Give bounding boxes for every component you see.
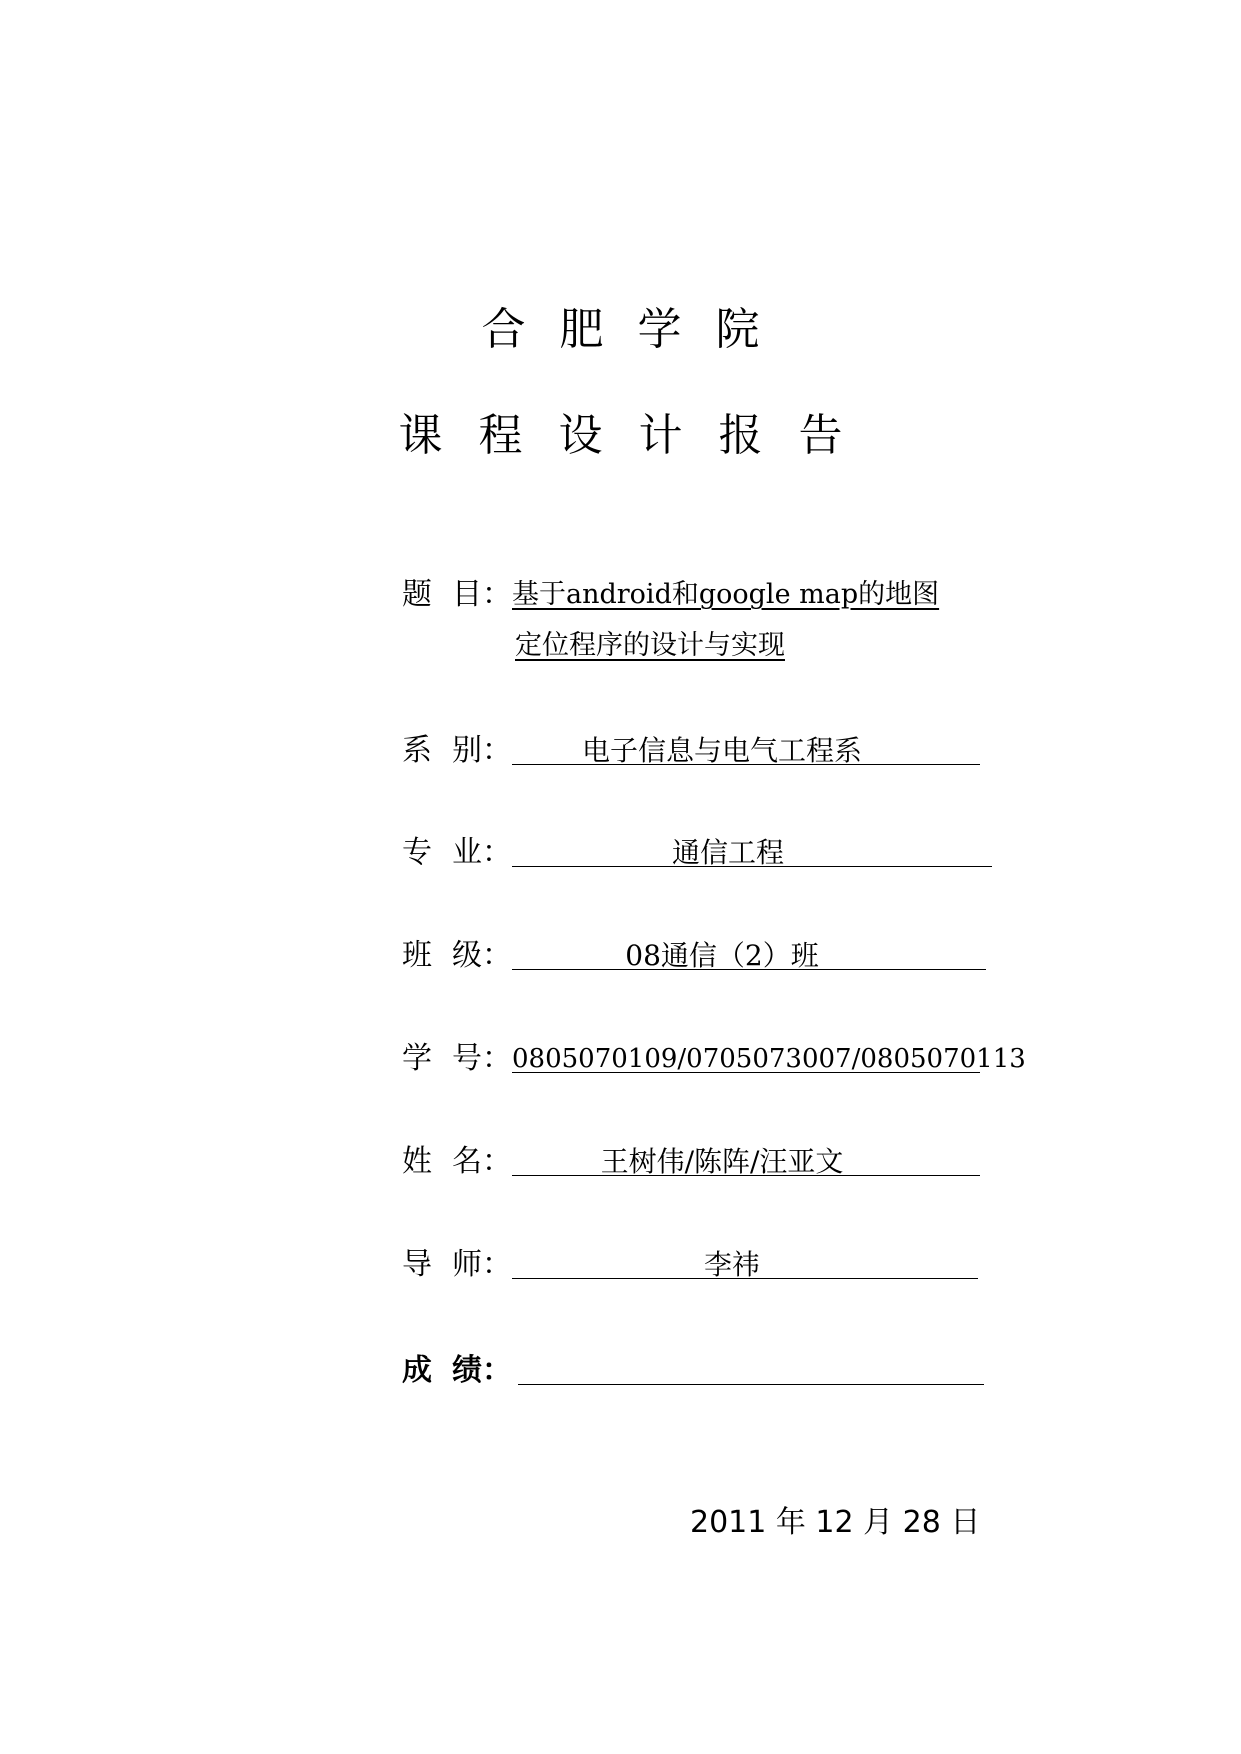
subject-value-line-1: 基于android和google map的地图 — [512, 579, 940, 610]
class-underline — [512, 969, 986, 970]
grade-label — [402, 1351, 512, 1391]
student-id-underline — [512, 1072, 980, 1073]
name-value: 王树伟/陈阵/汪亚文 — [600, 1145, 844, 1178]
department-label — [402, 731, 512, 771]
advisor-underline — [512, 1278, 978, 1279]
subject-label-char-1: 题 — [402, 577, 432, 612]
major-label-char-2: 业： — [452, 835, 512, 870]
student-id-label-char-2: 号： — [452, 1041, 512, 1076]
subject-value-line-2: 定位程序的设计与实现 — [515, 630, 785, 661]
grade-label-char-2: 绩： — [452, 1353, 512, 1388]
department-label-char-1: 系 — [402, 733, 432, 768]
school-title: 合肥学院 — [481, 304, 794, 355]
class-label — [402, 936, 512, 976]
class-label-char-1: 班 — [402, 938, 432, 973]
name-underline — [512, 1175, 980, 1176]
report-title: 课程设计报告 — [398, 410, 879, 461]
subject-label-char-2: 目： — [452, 577, 512, 612]
student-id-label — [402, 1039, 512, 1079]
department-underline — [512, 764, 980, 765]
advisor-label-char-2: 师： — [452, 1247, 512, 1282]
grade-label-char-1: 成 — [402, 1353, 432, 1388]
class-label-char-2: 级： — [452, 938, 512, 973]
major-label-char-1: 专 — [402, 835, 432, 870]
advisor-label — [402, 1245, 512, 1285]
major-value: 通信工程 — [671, 836, 784, 869]
report-date: 2011 年 12 月 28 日 — [690, 1505, 981, 1540]
student-id-label-char-1: 学 — [402, 1041, 432, 1076]
name-label-char-2: 名： — [452, 1144, 512, 1179]
grade-underline — [518, 1384, 984, 1385]
subject-label — [402, 575, 512, 615]
student-id-value: 0805070109/0705073007/0805070113 — [512, 1044, 1026, 1074]
major-label — [402, 833, 512, 873]
department-value: 电子信息与电气工程系 — [581, 734, 862, 767]
advisor-label-char-1: 导 — [402, 1247, 432, 1282]
department-label-char-2: 别： — [452, 733, 512, 768]
major-underline — [512, 866, 992, 867]
name-label — [402, 1142, 512, 1182]
class-value: 08通信（2）班 — [625, 939, 819, 972]
name-label-char-1: 姓 — [402, 1144, 432, 1179]
advisor-value: 李祎 — [703, 1248, 760, 1281]
